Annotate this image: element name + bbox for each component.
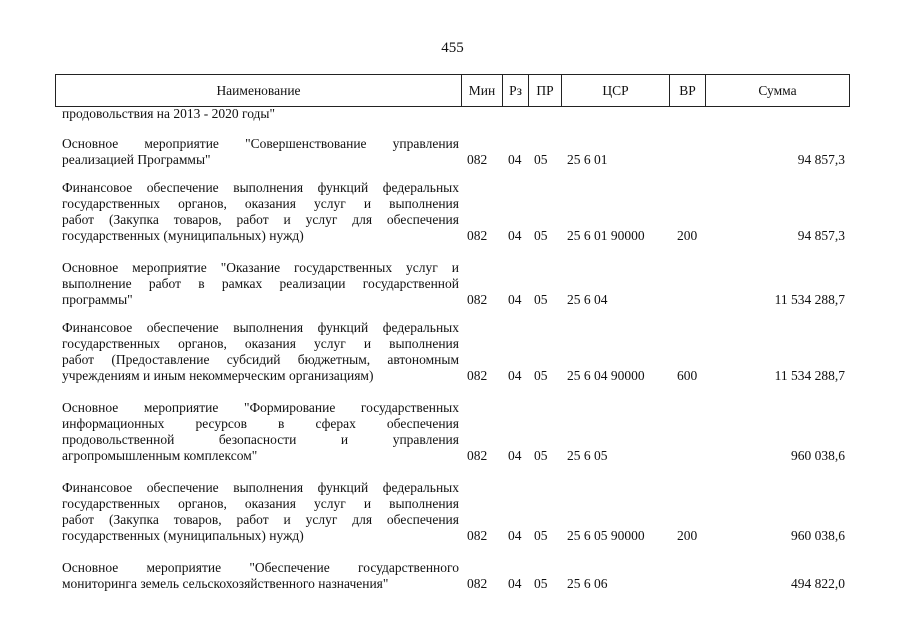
row-min: 082 (467, 292, 488, 307)
row-sum: 11 534 288,7 (774, 368, 845, 383)
row-rz: 04 (508, 152, 522, 167)
row-rz: 04 (508, 368, 522, 383)
row-rz: 04 (508, 228, 522, 243)
row-name-line: Финансовое обеспечение выполнения функций федеральных (62, 480, 459, 495)
row-csr: 25 6 06 (567, 576, 608, 591)
row-rz: 04 (508, 448, 522, 463)
row-name (62, 480, 459, 544)
header-sum: Сумма (706, 75, 850, 107)
row-min: 082 (467, 528, 488, 543)
row-sum: 94 857,3 (797, 152, 845, 167)
row-name-line: Финансовое обеспечение выполнения функций федеральных (62, 180, 459, 195)
row-name-line: работ (Закупка товаров, работ и услуг для обеспечения (62, 512, 459, 527)
header-csr: ЦСР (562, 75, 670, 107)
row-name-line: продовольственной безопасности и управления (62, 432, 459, 447)
row-name-line: Основное мероприятие "Формирование государственных (62, 400, 459, 415)
row-sum: 960 038,6 (791, 528, 845, 543)
row-csr: 25 6 05 (567, 448, 608, 463)
row-sum: 11 534 288,7 (774, 292, 845, 307)
row-name-line: реализацией Программы" (62, 152, 211, 167)
row-pr: 05 (534, 528, 548, 543)
row-name (62, 136, 459, 168)
row-pr: 05 (534, 368, 548, 383)
row-min: 082 (467, 368, 488, 383)
row-name-line: выполнение работ в рамках реализации государственной (62, 276, 459, 291)
header-vr: ВР (670, 75, 706, 107)
row-csr: 25 6 01 90000 (567, 228, 645, 243)
row-name-line: работ (Закупка товаров, работ и услуг для обеспечения (62, 212, 459, 227)
row-pr: 05 (534, 292, 548, 307)
table-header (55, 74, 850, 107)
row-name-line: мониторинга земель сельскохозяйственного назначения" (62, 576, 389, 591)
row-csr: 25 6 04 (567, 292, 608, 307)
row-name-line: Основное мероприятие "Обеспечение государственного (62, 560, 459, 575)
row-name (62, 260, 459, 308)
row-name-line: программы" (62, 292, 133, 307)
row-name (62, 560, 459, 592)
row-name-line: Основное мероприятие "Оказание государственных услуг и (62, 260, 459, 275)
row-vr: 200 (677, 528, 698, 543)
row-name (62, 180, 459, 244)
row-vr: 600 (677, 368, 698, 383)
row-min: 082 (467, 228, 488, 243)
row-rz: 04 (508, 576, 522, 591)
row-name-line: государственных (муниципальных) нужд) (62, 228, 304, 243)
row-name (62, 400, 459, 464)
row-sum: 960 038,6 (791, 448, 845, 463)
row-name-line: государственных органов, оказания услуг и выполнения (62, 336, 459, 351)
header-name: Наименование (56, 75, 462, 107)
row-name-line: работ (Предоставление субсидий бюджетным, автономным (62, 352, 459, 367)
row-name-line: учреждениям и иным некоммерческим организациям) (62, 368, 374, 383)
row-min: 082 (467, 576, 488, 591)
row-pr: 05 (534, 152, 548, 167)
row-csr: 25 6 04 90000 (567, 368, 645, 383)
row-sum: 494 822,0 (791, 576, 845, 591)
header-min: Мин (462, 75, 503, 107)
row-min: 082 (467, 152, 488, 167)
row-pr: 05 (534, 576, 548, 591)
row-name-line: государственных органов, оказания услуг и выполнения (62, 196, 459, 211)
row-name (62, 320, 459, 384)
row-name-line: Основное мероприятие "Совершенствование управления (62, 136, 459, 151)
header-rz: Рз (503, 75, 529, 107)
row-min: 082 (467, 448, 488, 463)
row-rz: 04 (508, 528, 522, 543)
continuation-text: продовольствия на 2013 - 2020 годы" (62, 106, 276, 121)
header-pr: ПР (529, 75, 562, 107)
row-name-line: информационных ресурсов в сферах обеспечения (62, 416, 459, 431)
row-name-line: Финансовое обеспечение выполнения функций федеральных (62, 320, 459, 335)
row-name-line: государственных органов, оказания услуг и выполнения (62, 496, 459, 511)
row-csr: 25 6 05 90000 (567, 528, 645, 543)
page-number: 455 (441, 40, 464, 56)
row-pr: 05 (534, 228, 548, 243)
row-csr: 25 6 01 (567, 152, 608, 167)
row-pr: 05 (534, 448, 548, 463)
row-name-line: агропромышленным комплексом" (62, 448, 258, 463)
row-rz: 04 (508, 292, 522, 307)
row-sum: 94 857,3 (797, 228, 845, 243)
row-vr: 200 (677, 228, 698, 243)
row-name-line: государственных (муниципальных) нужд) (62, 528, 304, 543)
